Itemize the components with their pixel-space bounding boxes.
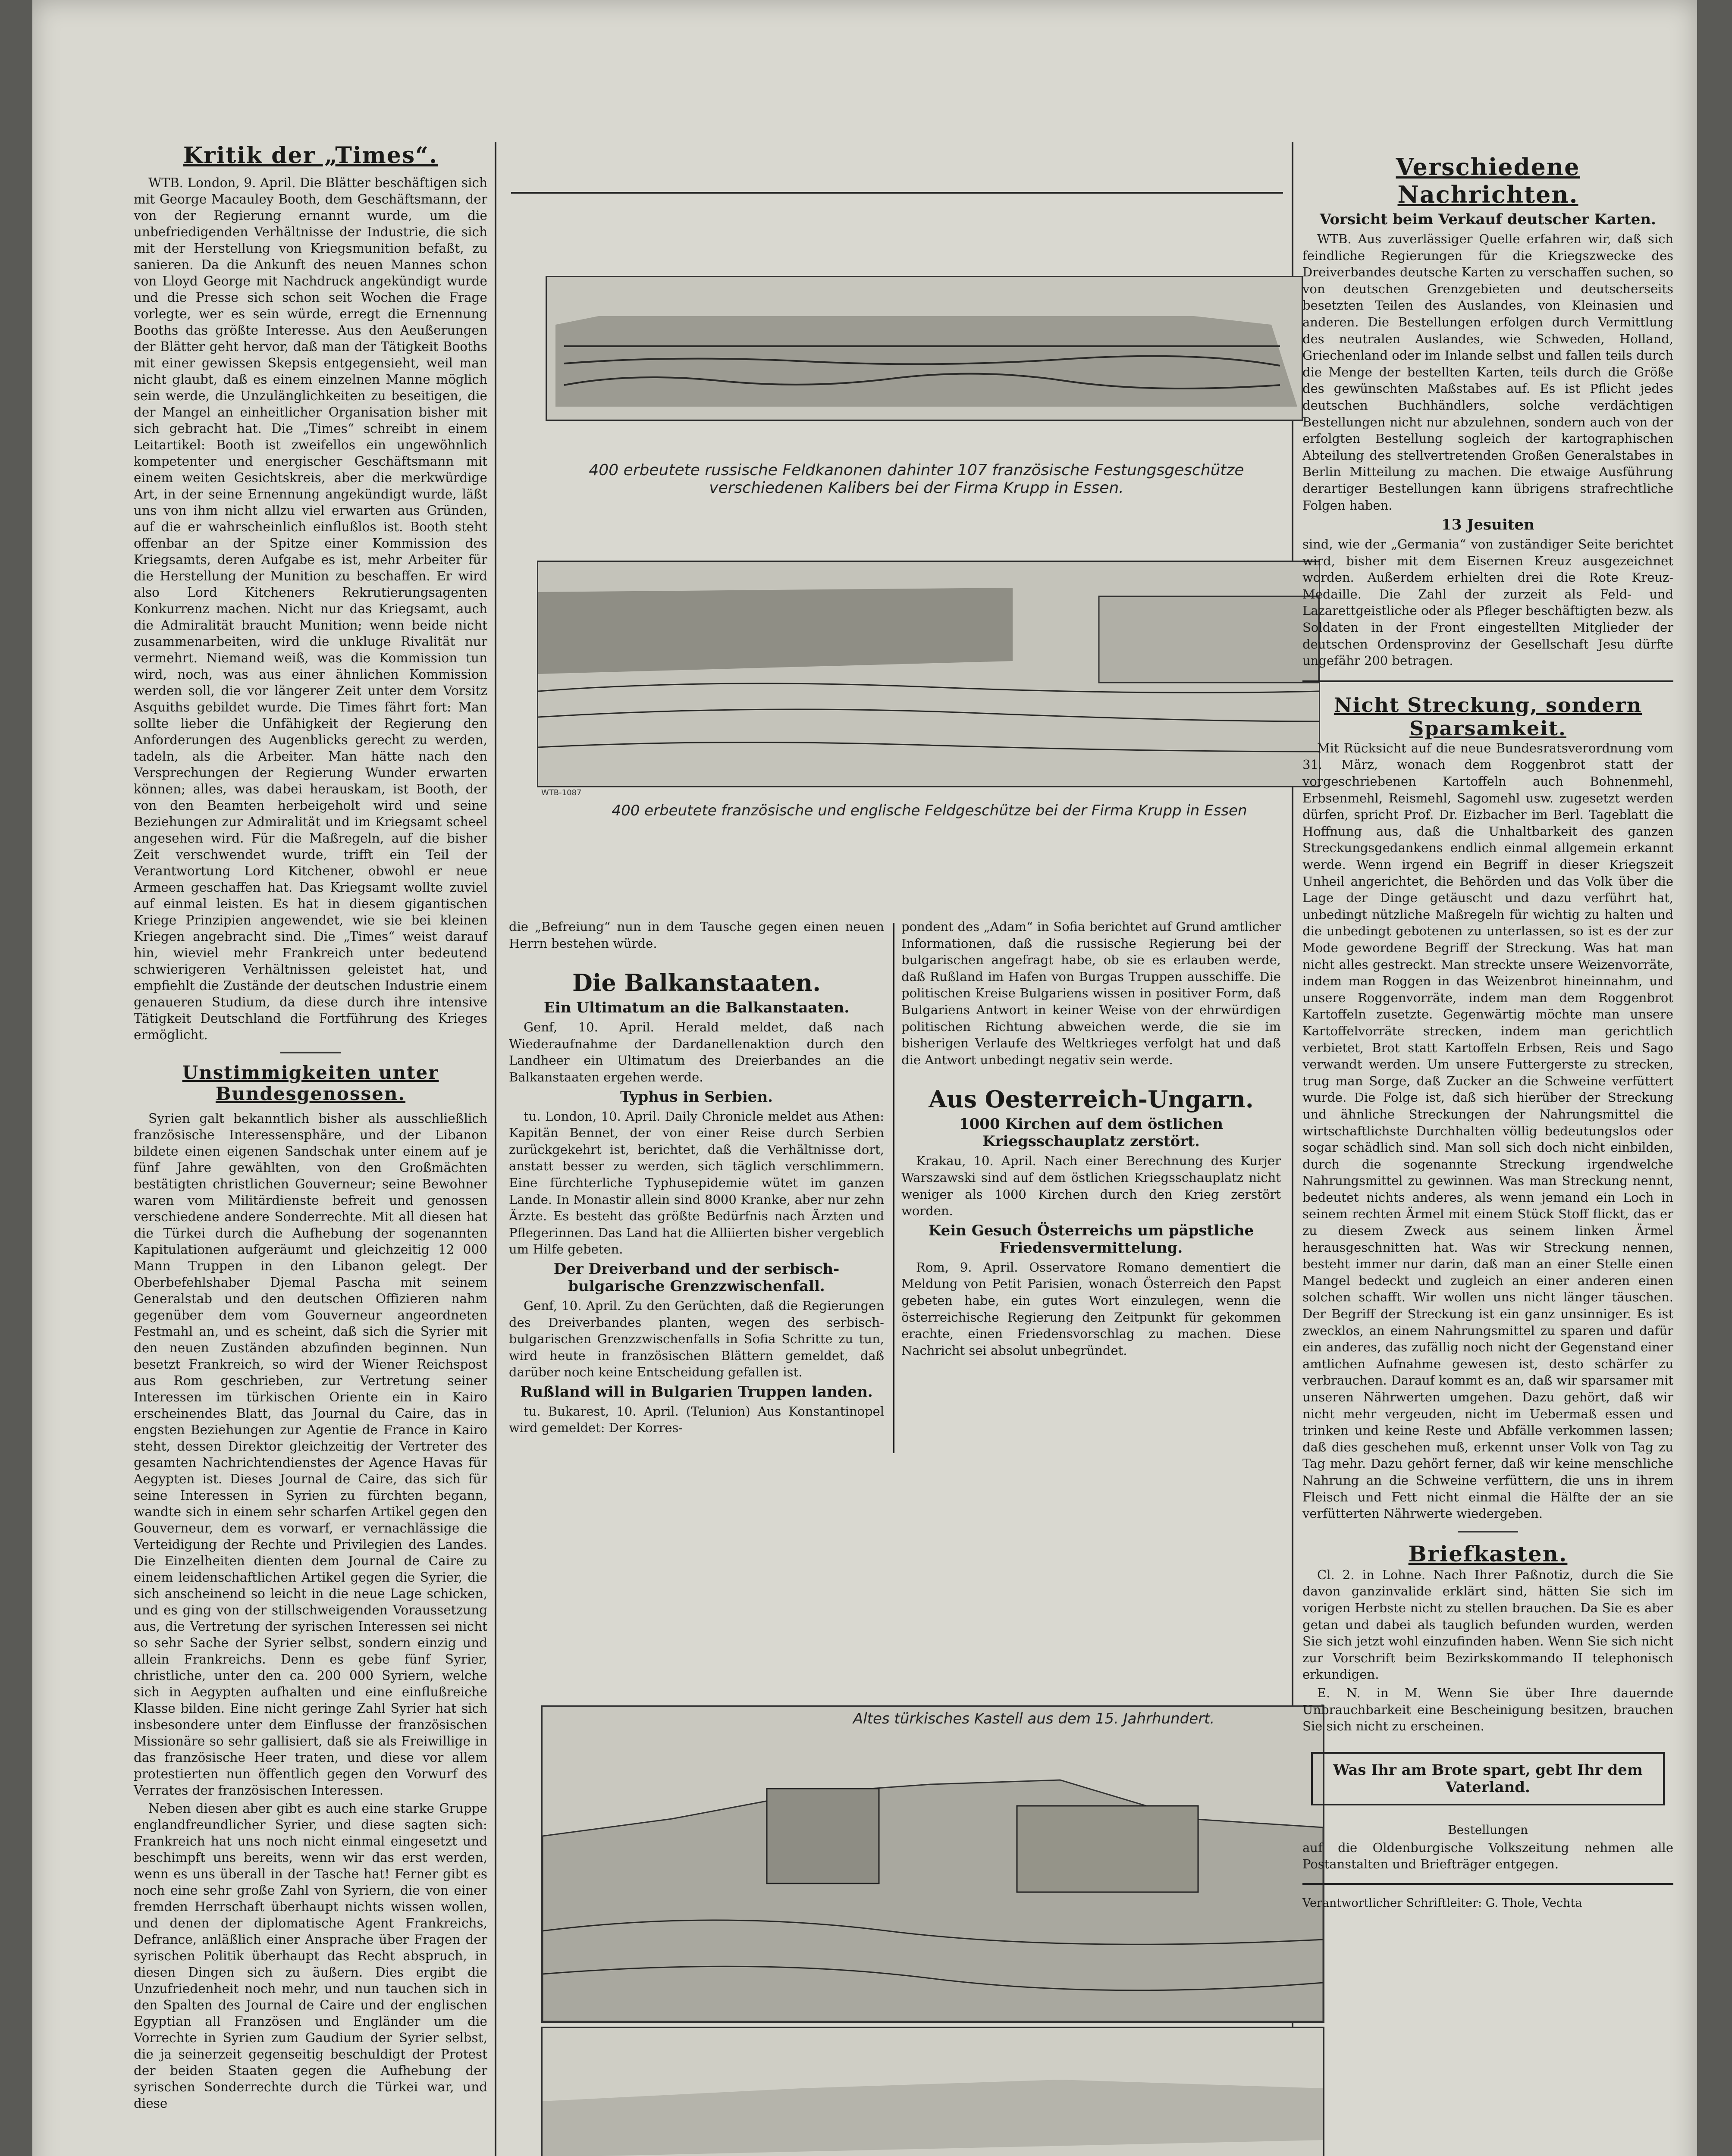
typhus-head: Typhus in Serbien. <box>620 1088 773 1106</box>
oest-p: Krakau, 10. April. Nach einer Berechnung des Kurjer Warszawski sind auf dem östlichen Kriegsschauplatz nicht weniger als 1000 Kirchen durch den Krieg zerstört worden. <box>901 1153 1281 1219</box>
kritik-body <box>134 175 487 1043</box>
column-rule-left <box>495 142 496 2156</box>
field-guns-illustration <box>538 562 1319 786</box>
brief-title: Briefkasten. <box>1408 1541 1568 1567</box>
fig2-stamp: WTB-1087 <box>541 788 582 797</box>
newspaper-page <box>32 0 1697 2156</box>
unstimmig-p2: Neben diesen aber gibt es auch eine starke Gruppe englandfreundlicher Syrier, und diese sagten sich: Frankreich hat uns noch nicht einmal eingesetzt und beschimpft uns bereits, wenn wir das erst werden, wenn es uns überall in der Tasche hat! Ferner gibt es noch eine sehr große Zahl von Syriern, die von einer fremden Herrschaft überhaupt nichts wissen wollen, und denen der diplomatische Agent Frankreichs, Defrance, anläßlich einer Ansprache über Fragen der syrischen Politik überhaupt das Recht abspruch, in diesen Dingen sich zu äußern. Dies ergibt die Unzufriedenheit noch mehr, und nun tauchen sich in den Spalten des Journal de Caire und der englischen Egyptian all Französen und Engländer um die Vorrechte in Syrien zum Gaudium der Syrier selbst, die ja seinerzeit gegenseitig beschuldigt der Protest der beiden Staaten gegen die Aufhebung der syrischen Sonderrechte durch die Türkei war, und diese <box>134 1801 487 2111</box>
nicht-p: Mit Rücksicht auf die neue Bundesratsverordnung vom 31. März, wonach dem Roggenbrot statt der vorgeschriebenen Kartoffeln auch Bohnenmehl, Erbsenmehl, Reismehl, Sagomehl usw. zugesetzt werden dürfen, spricht Prof. Dr. Eizbacher im Berl. Tageblatt die Hoffnung aus, daß die Unhaltbarkeit des ganzen Streckungsgedankens endlich einmal allgemein erkannt werde. Wenn irgend ein Begriff in dieser Kriegszeit Unheil angerichtet, die Behörden und das Volk über die Lage der Dinge getäuscht und dazu verführt hat, unbedingt nützliche Maßregeln für wichtig zu halten und die unbedingt gebotenen zu unterlassen, so ist es der zur Mode gewordene Begriff der Streckung. Was hat man nicht alles gestreckt. Man streckte unsere Weizenvorräte, indem man Roggen in das Weizenbrot hineinnahm, und unsere Roggenvorräte, indem man dem Roggenbrot Kartoffeln zusetzte. Gegenwärtig möchte man unsere Kartoffelvorräte strecken, indem man gerichtlich verbietet, Brot statt Kartoffeln Erbsen, Reis und Sago verwandt werden. Um unsere Futtergerste zu strecken, trug man Sorge, daß Zucker an die Schweine verfüttert wurde. Die Folge ist, daß sich hierüber der Streckung und ähnliche Streckungen der Nahrungsmittel die wirtschaftlichste Durchhalten völlig bedeutungslos oder sogar schädlich sind. Man soll sich doch nicht einbilden, durch die sogenannte Streckung irgendwelche Nahrungsmittel zu gewinnen. Was man Streckung nennt, bedeutet nichts anderes, als wenn jemand ein Loch in seinem rechten Ärmel mit einem Stück Stoff flickt, das er zu diesem Zweck aus seinem linken Ärmel herausgeschnitten hat. Was wir Streckung nennen, besteht immer nur darin, daß man an einer Stelle einen Mangel bedeckt und zugleich an einer anderen einen solchen schafft. Wir wollen uns nicht länger täuschen. Der Begriff der Streckung ist ein ganz unsinniger. Es ist zwecklos, an einem Nahrungsmittel zu sparen und dafür ein anderes, das zufällig noch nicht der Gegenstand einer amtlichen Aufnahme gewesen ist, desto schärfer zu verbrauchen. Darauf kommt es an, daß wir sparsamer mit unseren Nährwerten umgehen. Dazu gehört, daß wir nicht mehr vergeuden, nicht im Uebermaß essen und trinken und keine Reste und Abfälle verkommen lassen; daß dies geschehen muß, erkennt unser Volk von Tag zu Tag mehr. Dazu gehört ferner, daß wir keine menschliche Nahrung an die Schweine verfüttern, die uns in ihrem Fleisch und Fett nicht einmal die Hälfte der an sie verfütterten Nährwerte wiedergeben. <box>1302 740 1673 1521</box>
typhus-p: tu. London, 10. April. Daily Chronicle meldet aus Athen: Kapitän Bennet, der von einer Reise durch Serbien zurückgekehrt ist, berichtet, daß die Verhältnisse dort, anstatt besser zu werden, sich täglich verschlimmern. Eine fürchterliche Typhusepidemie wütet im ganzen Lande. In Monastir allein sind 8000 Kranke, aber nur zehn Ärzte. Es besteht das größte Bedürfnis nach Ärzten und Pflegerinnen. Das Land hat die Alliierten bisher vergeblich um Hilfe gebeten. <box>509 1109 884 1257</box>
versch-title: Verschiedene Nachrichten. <box>1396 153 1580 208</box>
versch-sub: Vorsicht beim Verkauf deutscher Karten. <box>1320 211 1656 228</box>
gesuch-head: Kein Gesuch Österreichs um päpstliche Friedensvermittelung. <box>928 1222 1254 1257</box>
oest-sub: 1000 Kirchen auf dem östlichen Kriegsschauplatz zerstört. <box>959 1116 1224 1150</box>
fig1-top-rule <box>511 192 1283 194</box>
russland-p: tu. Bukarest, 10. April. (Telunion) Aus Konstantinopel wird gemeldet: Der Korres- <box>509 1404 884 1435</box>
balkan-sub: Ein Ultimatum an die Balkanstaaten. <box>543 999 850 1017</box>
gesuch-p: Rom, 9. April. Osservatore Romano dementiert die Meldung von Petit Parisien, wonach Österreich den Papst gebeten habe, ein gutes Wort einzulegen, wenn die österreichische Regierung den Zeitpunkt für gekommen erachte, einen Friedensvorschlag zu machen. Diese Nachricht sei absolut unbegründet. <box>901 1260 1281 1358</box>
middle-column-b <box>901 918 1281 1360</box>
right-rule-1 <box>1302 680 1673 682</box>
castle-illustration <box>543 1707 1323 2021</box>
right-rule-2 <box>1302 1883 1673 1885</box>
fig2-caption: 400 erbeutete französische und englische Feldgeschütze bei der Firma Krupp in Essen <box>612 802 1247 819</box>
dreiver-p: Genf, 10. April. Zu den Gerüchten, daß die Regierungen des Dreiverbandes planten, wegen des serbisch-bulgarischen Grenzzwischenfalls in Sofia Schritte zu tun, wird heute in französischen Blättern gemeldet, daß darüber noch keine Entscheidung gefallen ist. <box>509 1298 884 1380</box>
bestell-head: Bestellungen <box>1448 1822 1528 1837</box>
unstimmig-body <box>134 1110 487 2112</box>
middle-column-a <box>509 918 884 1438</box>
footer: Verantwortlicher Schriftleiter: G. Thole, Vechta <box>1302 1896 1582 1910</box>
balkan-title: Die Balkanstaaten. <box>572 969 821 997</box>
kritik-text: WTB. London, 9. April. Die Blätter beschäftigen sich mit George Macauley Booth, dem Geschäftsmann, der von der Regierung ernannt wurde, um die unbefriedigenden Verhältnisse der Industrie, die sich mit der Herstellung von Kriegsmunition befaßt, zu sanieren. Da die Ankunft des neuen Mannes schon von Lloyd George mit Nachdruck angekündigt wurde und die Presse sich schon seit Wochen die Frage vorlegte, wer es sein würde, erregt die Ernennung Booths das größte Interesse. Aus den Aeußerungen der Blätter geht hervor, daß man der Tätigkeit Booths mit einer gewissen Skepsis entgegensieht, weil man nicht glaubt, daß es einem einzelnen Manne möglich sein werde, die Unzulänglichkeiten zu beseitigen, die der Mangel an einheitlicher Organisation bisher mit sich gebracht hat. Die „Times“ schreibt in einem Leitartikel: Booth ist zweifellos ein ungewöhnlich kompetenter und energischer Geschäftsmann mit einem weiten Gesichtskreis, aber die merkwürdige Art, in der seine Ernennung angekündigt wurde, läßt uns von ihm nicht allzu viel erwarten aus Gründen, auf die er wahrscheinlich einflußlos ist. Booth steht offenbar an der Spitze einer Kommission des Kriegsamts, deren Aufgabe es ist, mehr Arbeiter für die Herstellung der Munition zu beschaffen. Er wird also Lord Kitcheners Rekrutierungsagenten Konkurrenz machen. Nicht nur das Kriegsamt, auch die Admiralität braucht Munition; wenn beide nicht zusammenarbeiten, wird die unkluge Rivalität nur vermehrt. Niemand weiß, was die Kommission tun wird, noch, was aus einer ähnlichen Kommission werden soll, die vor längerer Zeit unter dem Vorsitz Asquiths gebildet wurde. Die Times fährt fort: Man sollte lieber die Unfähigkeit der Regierung den Anforderungen des Augenblicks gerecht zu werden, tadeln, als die Arbeiter. Man hätte nach den Versprechungen der Regierung Wunder erwarten können; alles, was dabei herauskam, ist Booth, der von den Beamten herbeigeholt wird und seine Beziehungen zur Admiralität und im Kriegsamt scheel angesehen wird. Für die Maßregeln, auf die bisher Zeit verschwendet wurde, trifft ein Teil der Verantwortung Lord Kitchener, obwohl er neue Armeen geschaffen hat. Das Kriegsamt wollte zuviel auf einmal leisten. Es hat in diesem gigantischen Kriege Prinzipien angewendet, wie sie bei kleinen Kriegen angebracht sind. Die „Times“ weist darauf hin, wieviel mehr Frankreich unter bedeutend schwierigeren Verhältnissen geleistet hat, und empfiehlt die Zustände der deutschen Industrie einem genaueren Studium, da diese durch ihre intensive Tätigkeit Deutschland die Fortführung des Krieges ermöglicht. <box>134 175 487 1042</box>
mytilene-illustration <box>543 2028 1323 2156</box>
col-b-lead: pondent des „Adam“ in Sofia berichtet auf Grund amtlicher Informationen, daß die russische Regierung bei der bulgarischen angefragt habe, ob sie es erlauben werde, daß Rußland im Hafen von Burgas Truppen ausschiffe. Die politischen Kreise Bulgariens wissen in positiver Form, daß Bulgariens Antwort in keiner Weise von der ehrwürdigen politischen Richtung abweichen werde, die sie im bisherigen Verlaufe des Weltkrieges verfolgt hat und daß die Antwort unbedingt negativ sein werde. <box>901 919 1281 1067</box>
oest-title: Aus Oesterreich-Ungarn. <box>929 1085 1254 1113</box>
captured-cannons-photo <box>546 276 1303 421</box>
unstimmig-title: Unstimmigkeiten unter Bundesgenossen. <box>182 1062 439 1104</box>
nicht-title: Nicht Streckung, sondern Sparsamkeit. <box>1334 693 1642 740</box>
castle-illustration-frame <box>541 1705 1324 2023</box>
fig1-caption: 400 erbeutete russische Feldkanonen dahinter 107 französische Festungsgeschütze verschiedenen Kalibers bei der Firma Krupp in Essen. <box>589 461 1244 497</box>
mytilene-illustration-frame <box>541 2027 1324 2156</box>
jesuiten-head: 13 Jesuiten <box>1441 516 1534 534</box>
divider <box>280 1052 341 1053</box>
divider-right <box>1458 1531 1518 1532</box>
captured-field-guns-photo <box>537 561 1320 787</box>
cannons-illustration <box>547 277 1302 420</box>
jesuiten-p: sind, wie der „Germania“ von zuständiger Seite berichtet wird, bisher mit dem Eisernen Kreuz ausgezeichnet worden. Außerdem erhielten drei die Rote Kreuz-Medaille. Die Zahl der zurzeit als Feld- und Lazarettgeistliche oder als Pfleger beschäftigten bezw. als Soldaten in der Front eingestellten Mitglieder der deutschen Ordensprovinz der Gesellschaft Jesu dürfte ungefähr 200 betragen. <box>1302 537 1673 668</box>
russland-head: Rußland will in Bulgarien Truppen landen. <box>520 1383 873 1401</box>
versch-p: WTB. Aus zuverlässiger Quelle erfahren wir, daß sich feindliche Regierungen für die Kriegszwecke des Dreiverbandes deutsche Karten zu verschaffen suchen, so von deutschen Grenzgebieten und deutscherseits besetzten Teilen des Auslandes, von Kleinasien und anderen. Die Bestellungen erfolgen durch Vermittlung des neutralen Auslandes, wie Schweden, Holland, Griechenland oder im Inlande selbst und fallen teils durch die Menge der bestellten Karten, teils durch die Größe des gewünschten Maßstabes auf. Es ist Pflicht jedes deutschen Buchhändlers, solche verdächtigen Bestellungen nicht nur abzulehnen, sondern auch von der erfolgten Bestellung sogleich der kartographischen Abteilung des stellvertretenden Großen Generalstabes in Berlin Mitteilung zu machen. Die etwaige Ausführung derartiger Bestellungen kann übrigens strafrechtliche Folgen haben. <box>1302 232 1673 513</box>
col-a-lead: die „Befreiung“ nun in dem Tausche gegen einen neuen Herrn bestehen würde. <box>509 919 884 951</box>
balkan-p1: Genf, 10. April. Herald meldet, daß nach Wiederaufnahme der Dardanellenaktion durch den Landheer ein Ultimatum des Dreierbandes an die Balkanstaaten ergehen werde. <box>509 1020 884 1084</box>
fig3-caption: Altes türkisches Kastell aus dem 15. Jahrhundert. <box>853 1710 1215 1727</box>
left-column <box>134 142 487 2113</box>
dreiver-head: Der Dreiverband und der serbisch-bulgarische Grenzzwischenfall. <box>553 1260 840 1295</box>
middle-inner-rule <box>893 923 894 1453</box>
kritik-title: Kritik der „Times“. <box>183 142 438 169</box>
right-column <box>1302 153 1673 1913</box>
unstimmig-p1: Syrien galt bekanntlich bisher als ausschließlich französische Interessensphäre, und der Libanon bildete einen eigenen Sandschak unter einem auf je fünf Jahre gewählten, von den Großmächten bestätigten christlichen Gouverneur; seine Bewohner waren vom Militärdienste befreit und genossen verschiedene andere Sonderrechte. Mit all diesen hat die Türkei durch die Aufhebung der sogenannten Kapitulationen aufgeräumt und gleichzeitig 12 000 Mann Truppen in den Libanon gelegt. Der Oberbefehlshaber Djemal Pascha mit seinem Generalstab und den deutschen Offizieren nahm gegenüber dem vom Gouverneur angeordneten Festmahl an, und es scheint, daß sich die Syrier mit den neuen Zuständen abzufinden beginnen. Nun besetzt Frankreich, so wird der Wiener Reichspost aus Rom geschrieben, zur Vertretung seiner Interessen im türkischen Oriente ein in Kairo erscheinendes Blatt, das Journal du Caire, das in engsten Beziehungen zur Agentie de France in Kairo steht, dessen Direktor gleichzeitig der Vertreter des gesamten Nachrichtendienstes der Agence Havas für Aegypten ist. Dieses Journal de Caire, das sich für seine Interessen in Syrien zu fürchten begann, wandte sich in einem sehr scharfen Artikel gegen den Gouverneur, dem es vorwarf, er vernachlässige die Verteidigung der Rechte und Privilegien des Landes. Die Einzelheiten dienten dem Journal de Caire zu einem leidenschaftlichen Artikel gegen die Syrier, die sich anscheinend so leicht in die neue Lage schicken, und es ging von der stillschweigenden Voraussetzung aus, die Vertretung der syrischen Interessen sei nicht so sehr Sache der Syrier selbst, sondern einzig und allein Frankreichs. Denn es gebe fünf Syrier, christliche, unter den ca. 200 000 Syriern, welche sich in Aegypten aufhalten und eine einflußreiche Klasse bilden. Eine nicht geringe Zahl Syrier hat sich insbesondere unter dem Einflusse der französischen Missionäre so sehr gallisiert, daß sie als Freiwillige in das französische Heer traten, und diese vor allem protestierten nun öffentlich gegen den Vorwurf des Verrates der französischen Interessen. <box>134 1111 487 1798</box>
bestell-p: auf die Oldenburgische Volkszeitung nehmen alle Postanstalten und Briefträger entgegen. <box>1302 1840 1673 1872</box>
brief-p2: E. N. in M. Wenn Sie über Ihre dauernde Unbrauchbarkeit eine Bescheinigung besitzen, brauchen Sie sich nicht zu erscheinen. <box>1302 1685 1673 1734</box>
brief-p1: Cl. 2. in Lohne. Nach Ihrer Paßnotiz, durch die Sie davon ganzinvalide erklärt sind, hätten Sie sich im vorigen Herbste nicht zu stellen brauchen. Da Sie es aber getan und dabei als tauglich befunden wurden, werden Sie sich jetzt wohl einzufinden haben. Wenn Sie sich nicht zur Vorschrift beim Bezirkskommando II telephonisch erkundigen. <box>1302 1567 1673 1682</box>
brot-box: Was Ihr am Brote spart, gebt Ihr dem Vaterland. <box>1311 1752 1665 1805</box>
